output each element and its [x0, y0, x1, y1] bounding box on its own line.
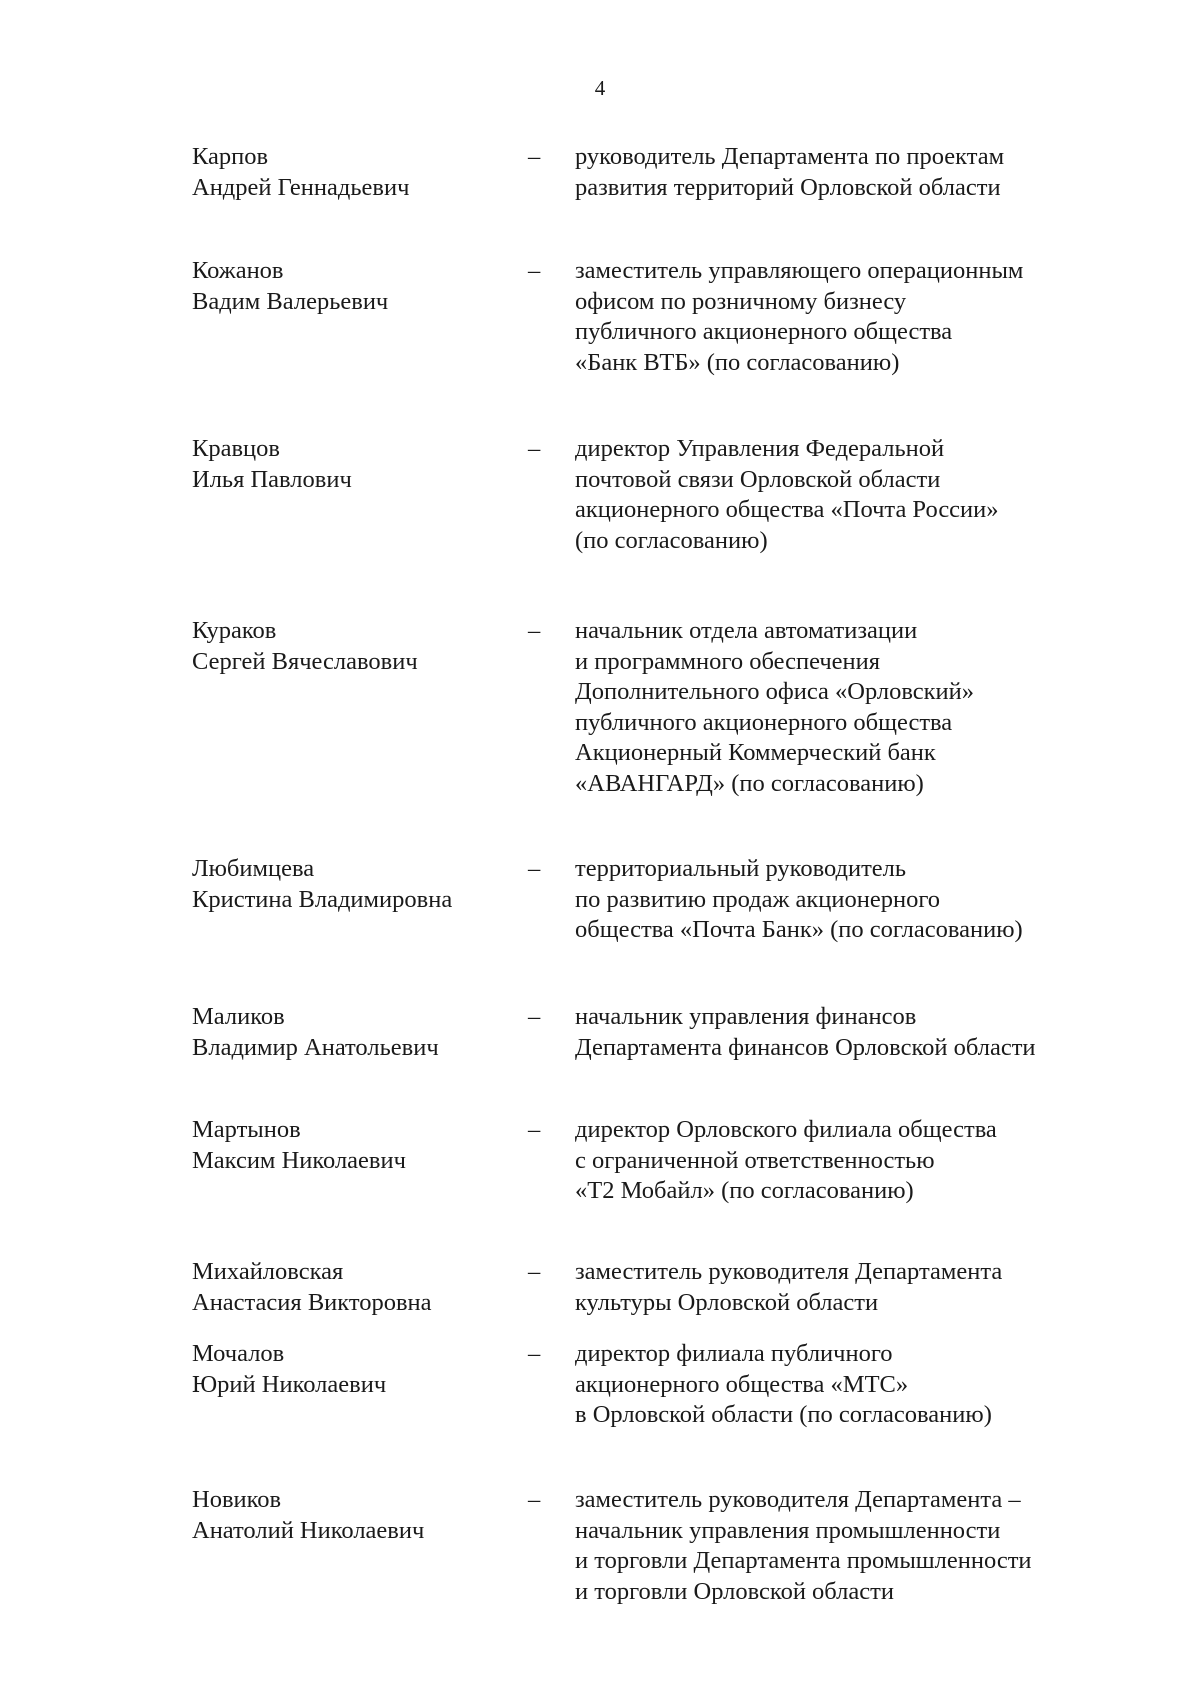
member-given-names: Андрей Геннадьевич [192, 173, 410, 201]
member-role [575, 1339, 1185, 1431]
member-name [192, 616, 522, 677]
member-role-line: почтовой связи Орловской области [575, 465, 941, 493]
member-given-names: Анастасия Викторовна [192, 1288, 432, 1316]
member-surname: Любимцева [192, 855, 315, 882]
member-given-names: Кристина Владимировна [192, 885, 453, 913]
member-surname: Новиков [192, 1486, 282, 1513]
member-role-line: культуры Орловской области [575, 1288, 879, 1316]
member-role-line: и программного обеспечения [575, 647, 881, 675]
member-name [192, 1339, 522, 1400]
member-role-line: территориальный руководитель [575, 855, 907, 882]
member-role-line: начальник отдела автоматизации [575, 617, 918, 644]
separator-dash: – [528, 257, 541, 284]
member-role-line: акционерного общества «Почта России» [575, 496, 999, 523]
separator-dash: – [528, 855, 541, 882]
member-role-line: заместитель руководителя Департамента [575, 1258, 1003, 1285]
member-role-line: и торговли Орловской области [575, 1577, 894, 1605]
member-role [575, 1485, 1185, 1607]
member-given-names: Сергей Вячеславович [192, 647, 418, 675]
member-role-line: Департамента финансов Орловской области [575, 1033, 1036, 1061]
member-role [575, 142, 1185, 203]
member-role-line: публичного акционерного общества [575, 318, 953, 345]
separator-dash: – [528, 617, 541, 644]
member-role-line: «Т2 Мобайл» (по согласованию) [575, 1177, 914, 1204]
member-role [575, 434, 1185, 556]
member-role [575, 1002, 1185, 1063]
member-surname: Карпов [192, 143, 269, 170]
member-surname: Кураков [192, 617, 277, 644]
member-role-line: (по согласованию) [575, 526, 768, 554]
separator-dash: – [528, 1340, 541, 1367]
separator-dash: – [528, 1003, 541, 1030]
member-given-names: Максим Николаевич [192, 1146, 406, 1174]
member-role [575, 854, 1185, 946]
member-role [575, 1257, 1185, 1318]
member-name [192, 854, 522, 915]
member-role-line: директор филиала публичного [575, 1340, 893, 1367]
separator-dash: – [528, 1486, 541, 1513]
member-name [192, 1115, 522, 1176]
member-surname: Кравцов [192, 435, 280, 462]
member-name [192, 142, 522, 203]
member-name [192, 1002, 522, 1063]
member-given-names: Владимир Анатольевич [192, 1033, 439, 1061]
separator-dash: – [528, 1116, 541, 1143]
member-surname: Кожанов [192, 257, 284, 284]
member-role-line: Акционерный Коммерческий банк [575, 739, 936, 766]
separator-dash: – [528, 435, 541, 462]
member-role-line: в Орловской области (по согласованию) [575, 1401, 992, 1428]
member-given-names: Юрий Николаевич [192, 1370, 387, 1398]
member-given-names: Анатолий Николаевич [192, 1516, 425, 1544]
member-role-line: публичного акционерного общества [575, 708, 953, 736]
separator-dash: – [528, 1258, 541, 1285]
member-role-line: руководитель Департамента по проектам [575, 143, 1005, 170]
member-name [192, 434, 522, 495]
member-name [192, 1485, 522, 1546]
member-role [575, 256, 1185, 378]
page-number: 4 [594, 76, 606, 100]
member-role-line: акционерного общества «МТС» [575, 1370, 909, 1398]
member-role-line: офисом по розничному бизнесу [575, 287, 907, 315]
member-role [575, 1115, 1185, 1207]
member-role-line: начальник управления промышленности [575, 1516, 1001, 1544]
member-role-line: «АВАНГАРД» (по согласованию) [575, 769, 924, 797]
member-surname: Михайловская [192, 1258, 344, 1285]
member-role-line: директор Управления Федеральной [575, 435, 945, 462]
separator-dash: – [528, 143, 541, 170]
member-role-line: общества «Почта Банк» (по согласованию) [575, 916, 1023, 943]
member-role-line: по развитию продаж акционерного [575, 885, 941, 913]
member-given-names: Илья Павлович [192, 465, 352, 493]
member-surname: Мочалов [192, 1340, 285, 1367]
member-name [192, 256, 522, 317]
member-role-line: директор Орловского филиала общества [575, 1116, 997, 1143]
member-role-line: начальник управления финансов [575, 1003, 917, 1030]
member-role-line: развития территорий Орловской области [575, 173, 1001, 201]
member-role-line: Дополнительного офиса «Орловский» [575, 678, 975, 705]
member-surname: Мартынов [192, 1116, 301, 1143]
member-role-line: с ограниченной ответственностью [575, 1146, 935, 1174]
member-role-line: и торговли Департамента промышленности [575, 1547, 1032, 1574]
member-role [575, 616, 1185, 799]
member-given-names: Вадим Валерьевич [192, 287, 389, 315]
member-role-line: заместитель управляющего операционным [575, 257, 1024, 284]
member-role-line: «Банк ВТБ» (по согласованию) [575, 348, 900, 376]
member-name [192, 1257, 522, 1318]
member-surname: Маликов [192, 1003, 285, 1030]
member-role-line: заместитель руководителя Департамента – [575, 1486, 1021, 1513]
